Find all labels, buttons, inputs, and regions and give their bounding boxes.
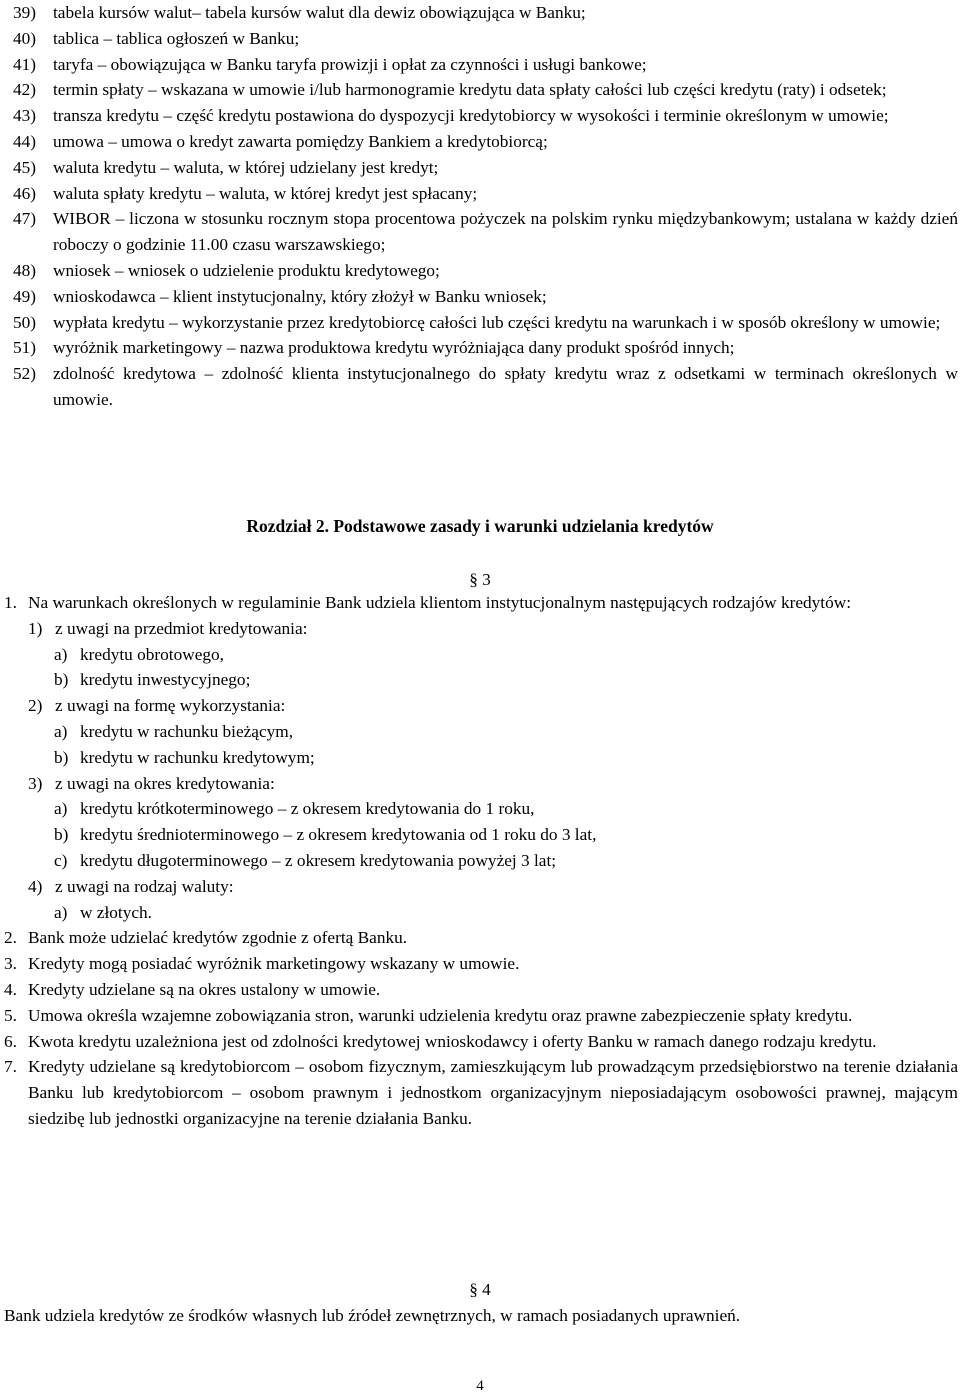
definition-number: 48) — [13, 260, 37, 280]
definition-number: 44) — [13, 131, 37, 151]
item-number: 3) — [28, 773, 43, 793]
definition-item — [13, 129, 958, 155]
item-text: Kwota kredytu uzależniona jest od zdolności kredytowej wnioskodawcy i oferty Banku w ramach danego rodzaju kredytu. — [28, 1031, 877, 1051]
definition-number: 41) — [13, 54, 37, 74]
section-3-item — [4, 1029, 958, 1055]
section-3-item — [4, 616, 958, 642]
definition-text: wyróżnik marketingowy – nazwa produktowa kredytu wyróżniająca dany produkt spośród innych; — [53, 338, 735, 358]
item-text: Kredyty udzielane są kredytobiorcom – osobom fizycznym, zamieszkującym lub prowadzącym przedsiębiorstwo na terenie działania Banku lub kredytobiorcom – osobom prawnym i jednostkom organizacyjnym nieposiadającym osobowości prawnej, mającym siedzibę lub jednostki organizacyjne na terenie działania Banku. — [28, 1057, 958, 1128]
item-text: z uwagi na formę wykorzystania: — [55, 696, 286, 716]
definition-number: 46) — [13, 183, 37, 203]
item-number: 1. — [4, 593, 17, 612]
definition-number: 50) — [13, 312, 37, 332]
definition-text: umowa – umowa o kredyt zawarta pomiędzy Bankiem a kredytobiorcą; — [53, 131, 548, 151]
definition-item — [13, 258, 958, 284]
item-number: 3. — [4, 954, 17, 974]
page-number: 4 — [476, 1378, 484, 1394]
definition-number: 51) — [13, 338, 37, 358]
section-4-mark: § 4 — [469, 1280, 491, 1299]
definition-item — [13, 284, 958, 310]
section-3-item — [4, 745, 958, 771]
item-text: kredytu w rachunku kredytowym; — [80, 747, 315, 767]
definition-item — [13, 103, 958, 129]
item-number: 4) — [28, 876, 43, 896]
definition-item — [13, 206, 958, 258]
definitions-list — [13, 0, 958, 413]
item-number: b) — [54, 670, 69, 690]
item-text: kredytu obrotowego, — [80, 644, 224, 664]
item-text: kredytu długoterminowego – z okresem kredytowania powyżej 3 lat; — [80, 850, 557, 870]
definition-number: 39) — [13, 3, 37, 22]
definition-text: transza kredytu – część kredytu postawiona do dyspozycji kredytobiorcy w wysokości i terminie określonym w umowie; — [53, 106, 889, 126]
section-3-item — [4, 719, 958, 745]
item-number: a) — [54, 721, 68, 741]
definition-number: 49) — [13, 286, 37, 306]
item-number: 7. — [4, 1057, 17, 1077]
definition-item — [13, 155, 958, 181]
definition-number: 42) — [13, 80, 37, 100]
item-text: Bank może udzielać kredytów zgodnie z ofertą Banku. — [28, 928, 408, 948]
item-text: z uwagi na przedmiot kredytowania: — [55, 618, 308, 638]
definition-text: wypłata kredytu – wykorzystanie przez kredytobiorcę całości lub części kredytu na warunkach i w sposób określony w umowie; — [53, 312, 941, 332]
item-number: 6. — [4, 1031, 17, 1051]
section-3-item — [4, 977, 958, 1003]
item-number: 1) — [28, 618, 43, 638]
definition-number: 43) — [13, 106, 37, 126]
section-3-item — [4, 822, 958, 848]
chapter-title: Rozdział 2. Podstawowe zasady i warunki udzielania kredytów — [246, 516, 714, 536]
definition-item — [13, 181, 958, 207]
section-4-text: Bank udziela kredytów ze środków własnych lub źródeł zewnętrznych, w ramach posiadanych uprawnień. — [4, 1306, 741, 1325]
item-text: Kredyty udzielane są na okres ustalony w umowie. — [28, 979, 381, 999]
section-3-item — [4, 642, 958, 668]
section-3-item — [4, 925, 958, 951]
item-text: kredytu średnioterminowego – z okresem kredytowania od 1 roku do 3 lat, — [80, 825, 597, 845]
item-number: 2) — [28, 696, 43, 716]
item-text: Kredyty mogą posiadać wyróżnik marketingowy wskazany w umowie. — [28, 954, 520, 974]
definition-item — [13, 52, 958, 78]
definition-text: tablica – tablica ogłoszeń w Banku; — [53, 28, 300, 48]
definition-text: taryfa – obowiązująca w Banku taryfa prowizji i opłat za czynności i usługi bankowe; — [53, 54, 647, 74]
item-number: 4. — [4, 979, 17, 999]
item-text: Umowa określa wzajemne zobowiązania stron, warunki udzielenia kredytu oraz prawne zabezpieczenie spłaty kredytu. — [28, 1005, 853, 1025]
definition-item — [13, 77, 958, 103]
item-text: z uwagi na rodzaj waluty: — [55, 876, 234, 896]
section-3-body — [4, 590, 958, 1132]
section-3-item — [4, 951, 958, 977]
section-3-item — [4, 590, 958, 616]
item-text: kredytu krótkoterminowego – z okresem kredytowania do 1 roku, — [80, 799, 535, 819]
definition-text: waluta kredytu – waluta, w której udzielany jest kredyt; — [53, 157, 439, 177]
section-3-item — [4, 693, 958, 719]
definition-text: waluta spłaty kredytu – waluta, w której kredyt jest spłacany; — [53, 183, 478, 203]
definition-text: zdolność kredytowa – zdolność klienta instytucjonalnego do spłaty kredytu wraz z odsetkami w terminach określonych w umowie. — [53, 364, 958, 409]
section-3-item — [4, 848, 958, 874]
definition-item — [13, 361, 958, 413]
item-text: kredytu inwestycyjnego; — [80, 670, 251, 690]
section-3-mark: § 3 — [469, 570, 491, 589]
definition-text: tabela kursów walut– tabela kursów walut dla dewiz obowiązująca w Banku; — [53, 3, 586, 22]
definition-text: wniosek – wniosek o udzielenie produktu kredytowego; — [53, 260, 440, 280]
section-3-item — [4, 796, 958, 822]
item-text: w złotych. — [80, 902, 152, 922]
item-text: z uwagi na okres kredytowania: — [55, 773, 275, 793]
item-number: c) — [54, 850, 68, 870]
item-number: a) — [54, 799, 68, 819]
section-3-item — [4, 874, 958, 900]
item-number: a) — [54, 644, 68, 664]
item-number: b) — [54, 825, 69, 845]
definition-item — [13, 0, 958, 26]
item-number: b) — [54, 747, 69, 767]
section-3-item — [4, 900, 958, 926]
definition-number: 40) — [13, 28, 37, 48]
item-number: 2. — [4, 928, 17, 948]
section-3-item — [4, 1003, 958, 1029]
definition-number: 47) — [13, 209, 37, 229]
section-3-item — [4, 1054, 958, 1131]
definition-text: wnioskodawca – klient instytucjonalny, który złożył w Banku wniosek; — [53, 286, 547, 306]
item-text: Na warunkach określonych w regulaminie Bank udziela klientom instytucjonalnym następujących rodzajów kredytów: — [28, 593, 852, 612]
item-number: 5. — [4, 1005, 17, 1025]
definition-text: termin spłaty – wskazana w umowie i/lub harmonogramie kredytu data spłaty całości lub części kredytu (raty) i odsetek; — [53, 80, 887, 100]
section-3-item — [4, 771, 958, 797]
definition-number: 45) — [13, 157, 37, 177]
section-3-item — [4, 667, 958, 693]
item-number: a) — [54, 902, 68, 922]
definition-number: 52) — [13, 364, 37, 384]
item-text: kredytu w rachunku bieżącym, — [80, 721, 294, 741]
definition-item — [13, 335, 958, 361]
definition-text: WIBOR – liczona w stosunku rocznym stopa procentowa pożyczek na polskim rynku międzybankowym; ustalana w każdy dzień roboczy o godzinie 11.00 czasu warszawskiego; — [53, 209, 958, 255]
definition-item — [13, 310, 958, 336]
definition-item — [13, 26, 958, 52]
